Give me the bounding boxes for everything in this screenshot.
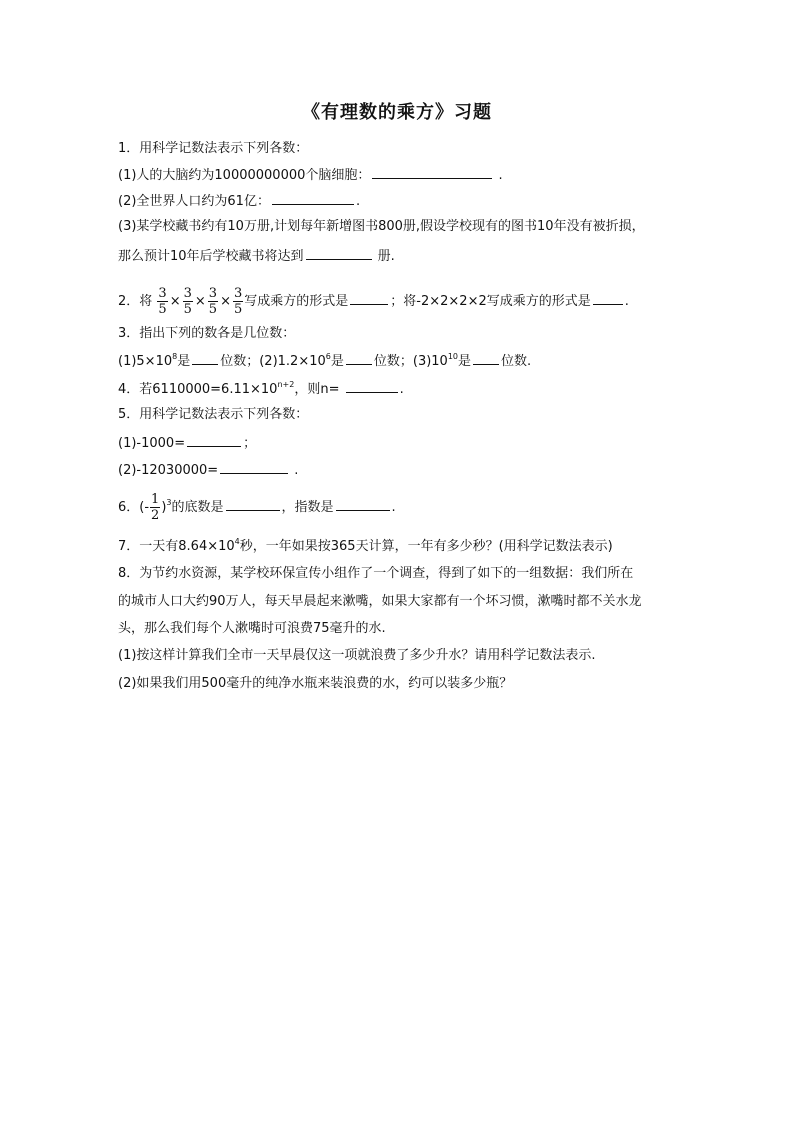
q2-label: 2．将 — [118, 294, 153, 309]
q7-text: 7．一天有8.64×10 — [118, 539, 235, 554]
q7-line — [118, 539, 613, 555]
q4-text: 4．若6110000=6.11×10 — [118, 382, 278, 397]
q3-is: 是 — [330, 354, 344, 369]
exponent: n+2 — [277, 380, 295, 389]
fraction — [150, 492, 160, 523]
fraction-numerator: 1 — [151, 492, 160, 507]
answer-blank[interactable] — [346, 380, 398, 393]
exponent: 6 — [325, 352, 331, 361]
q5-part2 — [118, 461, 298, 479]
q3-is: 是 — [458, 354, 472, 369]
answer-blank[interactable] — [226, 498, 280, 511]
q5-part1-end: ； — [243, 436, 257, 451]
fraction-denominator: 5 — [158, 302, 167, 317]
q8-line2: 的城市人口大约90万人，每天早晨起来漱嘴，如果大家都有一个坏习惯，漱嘴时都不关水龙 — [118, 594, 642, 609]
exponent: 10 — [447, 352, 459, 361]
q5-part2-text: (2)-12030000= — [118, 463, 219, 478]
times-sign: × — [220, 294, 231, 309]
answer-blank[interactable] — [593, 292, 623, 305]
q1-part2-end: . — [355, 194, 361, 209]
q3-stem: 3．指出下列的数各是几位数： — [118, 326, 296, 341]
times-sign: × — [194, 294, 206, 309]
fraction — [233, 286, 243, 317]
fraction-denominator: 5 — [233, 302, 243, 317]
q3-part2-text: 位数；(2)1.2×10 — [220, 354, 326, 369]
q4-line — [118, 380, 404, 398]
exponent: 3 — [166, 498, 172, 507]
answer-blank[interactable] — [346, 352, 372, 365]
q5-part1-text: (1)-1000= — [118, 436, 186, 451]
fraction — [157, 286, 167, 317]
fraction-numerator: 3 — [208, 286, 218, 301]
exponent: 8 — [172, 352, 178, 361]
q2-text2: ；将-2×2×2×2写成乘方的形式是 — [390, 294, 591, 309]
answer-blank[interactable] — [372, 166, 492, 179]
q1-part2-text: (2)全世界人口约为61亿： — [118, 194, 270, 209]
q6-text2: 的底数是 — [171, 500, 224, 515]
q4-text2: ，则n= — [294, 382, 344, 397]
q1-part3-text: 那么预计10年后学校藏书将达到 — [118, 249, 304, 264]
q5-part2-end: . — [290, 463, 299, 478]
answer-blank[interactable] — [272, 192, 354, 205]
times-sign: × — [169, 294, 181, 309]
q1-part1 — [118, 166, 503, 184]
q3-parts — [118, 352, 531, 370]
q2-end: . — [624, 294, 629, 309]
fraction-numerator: 3 — [233, 286, 243, 301]
q8-part1: (1)按这样计算我们全市一天早晨仅这一项就浪费了多少升水？请用科学记数法表示. — [118, 648, 596, 663]
fraction-denominator: 2 — [151, 508, 160, 523]
answer-blank[interactable] — [306, 247, 372, 260]
q6-paren: ) — [161, 500, 167, 515]
fraction — [183, 286, 193, 317]
q8-part2: (2)如果我们用500毫升的纯净水瓶来装浪费的水，约可以装多少瓶？ — [118, 676, 513, 691]
q1-part1-text: (1)人的大脑约为10000000000个脑细胞： — [118, 168, 371, 183]
q3-is: 是 — [177, 354, 191, 369]
fraction-numerator: 3 — [183, 286, 192, 301]
q3-part1-text: (1)5×10 — [118, 354, 173, 369]
answer-blank[interactable] — [350, 292, 388, 305]
q8-line3: 头，那么我们每个人漱嘴时可浪费75毫升的水. — [118, 621, 386, 636]
q1-part3-line2 — [118, 247, 395, 265]
answer-blank[interactable] — [220, 461, 288, 474]
q6-end: . — [391, 500, 396, 515]
q1-part2 — [118, 192, 360, 210]
q6-line — [118, 492, 396, 524]
q2-text: 写成乘方的形式是 — [244, 294, 349, 309]
q1-part3-end: 册. — [373, 249, 395, 264]
q7-text2: 秒，一年如果按365天计算，一年有多少秒？(用科学记数法表示) — [239, 539, 613, 554]
q3-end: 位数. — [501, 354, 532, 369]
q1-part3-line1: (3)某学校藏书约有10万册,计划每年新增图书800册,假设学校现有的图书10年没有被折损， — [118, 219, 645, 234]
q4-end: . — [399, 382, 404, 397]
q6-text: 6．(- — [118, 500, 150, 515]
q1-stem: 1．用科学记数法表示下列各数： — [118, 141, 309, 156]
answer-blank[interactable] — [192, 352, 218, 365]
q6-text3: ，指数是 — [281, 500, 334, 515]
q8-line1: 8．为节约水资源，某学校环保宣传小组作了一个调查，得到了如下的一组数据：我们所在 — [118, 566, 634, 581]
answer-blank[interactable] — [336, 498, 390, 511]
fraction-denominator: 5 — [183, 302, 192, 317]
fraction — [208, 286, 218, 317]
exponent: 4 — [234, 537, 240, 546]
q2-line — [118, 286, 629, 318]
q5-stem: 5．用科学记数法表示下列各数： — [118, 407, 309, 422]
answer-blank[interactable] — [187, 434, 241, 447]
page-title: 《有理数的乘方》习题 — [302, 102, 492, 123]
fraction-numerator: 3 — [158, 286, 167, 301]
q3-part3-text: 位数；(3)10 — [373, 354, 448, 369]
answer-blank[interactable] — [473, 352, 499, 365]
q5-part1 — [118, 434, 256, 452]
q1-part1-end: . — [494, 168, 503, 183]
fraction-denominator: 5 — [208, 302, 218, 317]
